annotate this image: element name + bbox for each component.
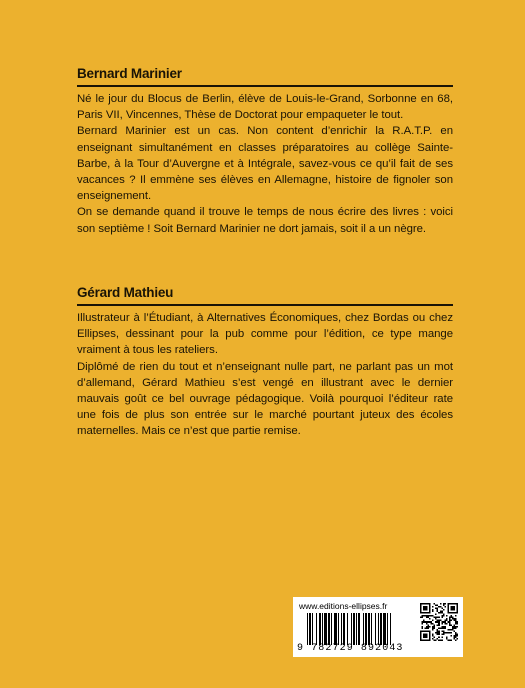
qr-module [447,639,449,641]
qr-module [440,620,442,622]
qr-module [431,615,433,617]
qr-module [446,620,448,622]
qr-module [432,606,434,608]
qr-module [422,627,424,629]
barcode-bar [353,613,355,645]
bio-paragraph: On se demande quand il trouve le temps de nous écrire des livres : voici son septième ! Soit Bernard Marinier ne dort jamais, soit il a un nègre. [77,206,453,235]
qr-module [438,627,440,629]
qr-module [455,633,457,635]
isbn-number: 9 782729 892043 [297,643,404,654]
qr-module [446,636,448,638]
barcode-bar [358,613,360,645]
bio-paragraph: Bernard Marinier est un cas. Non content d’enrichir la R.A.T.P. en enseignant simultanément en classes préparatoires au collège Sainte-Barbe, à la Tour d’Auvergne et à Intégrale, savez-vous ce qu’il fait de ses vacances ? Il emmène ses élèves en Allemagne, histoire de fignoler son enseignement. [77,125,453,203]
qr-module [441,611,443,613]
barcode-bar [312,613,313,645]
qr-module [438,636,440,638]
qr-module [443,632,445,634]
qr-module [446,638,448,640]
qr-module [429,618,431,620]
qr-module [432,627,434,629]
qr-module [438,630,440,632]
qr-module [435,639,437,641]
qr-module [437,624,439,626]
qr-module [437,605,439,607]
qr-module [455,636,457,638]
qr-module [426,623,428,625]
barcode-bar [356,613,357,645]
qr-module [455,626,457,628]
bio-heading: Gérard Mathieu [77,285,174,300]
qr-module [426,627,428,629]
barcode-bar [380,613,382,645]
qr-module [453,618,455,620]
qr-module [423,633,428,638]
bio-paragraph: Illustrateur à l’Étudiant, à Alternatives Économiques, chez Bordas ou chez Ellipses, dessinant pour la pub comme pour l’édition, ce type mange vraiment à tous les rateliers. [77,312,453,357]
qr-module [437,630,439,632]
qr-module [435,632,437,634]
qr-module [452,617,454,619]
qr-module [435,621,437,623]
qr-module [444,621,446,623]
qr-module [422,621,424,623]
barcode-bar [307,613,308,645]
barcode-bar [324,613,327,645]
qr-module [423,606,428,611]
qr-module [435,608,437,610]
qr-module [426,621,428,623]
qr-module [444,603,446,605]
barcode-bar [343,613,345,645]
barcode-bar [371,613,372,645]
qr-module [450,635,452,637]
qr-module [441,617,443,619]
qr-module [432,633,434,635]
qr-module [438,617,440,619]
qr-module [438,624,440,626]
qr-module [446,615,448,617]
qr-module [437,611,439,613]
qr-module [441,615,443,617]
qr-module [449,623,451,625]
qr-module [432,620,434,622]
qr-module [425,615,427,617]
qr-module [450,606,455,611]
qr-module [432,615,434,617]
qr-module [455,635,457,637]
barcode-bar [328,613,330,645]
barcode-bar [387,613,388,645]
qr-module [455,621,457,623]
qr-code-icon [420,603,458,641]
qr-module [444,632,446,634]
qr-module [444,626,446,628]
qr-module [425,627,427,629]
qr-module [455,627,457,629]
qr-module [441,626,443,628]
qr-module [426,615,428,617]
qr-module [432,629,434,631]
qr-module [449,632,451,634]
qr-module [423,621,425,623]
qr-module [441,621,443,623]
qr-module [447,629,449,631]
qr-module [452,626,454,628]
qr-module [441,623,443,625]
barcode-bar [347,613,348,645]
qr-module [441,612,443,614]
qr-module [450,624,452,626]
qr-module [449,620,451,622]
qr-module [453,630,455,632]
qr-module [437,608,439,610]
qr-module [452,629,454,631]
qr-module [428,615,430,617]
qr-module [450,632,452,634]
qr-module [437,617,439,619]
qr-module [434,603,436,605]
barcode-bar [334,613,337,645]
qr-module [438,621,440,623]
qr-module [449,624,451,626]
qr-module [443,630,445,632]
qr-module [444,606,446,608]
qr-module [456,621,458,623]
qr-module [438,632,440,634]
qr-module [432,623,434,625]
qr-module [426,617,428,619]
qr-module [453,636,455,638]
qr-module [441,627,443,629]
qr-module [423,620,425,622]
qr-module [443,633,445,635]
qr-module [441,633,443,635]
bio-paragraph: Né le jour du Blocus de Berlin, élève de Louis-le-Grand, Sorbonne en 68, Paris VII, Vincennes, Thèse de Doctorat pour empaqueter le tout. [77,93,453,122]
qr-module [446,618,448,620]
qr-module [446,632,448,634]
qr-module [443,615,445,617]
barcode-bar [363,613,364,645]
qr-module [435,614,437,616]
qr-module [455,615,457,617]
qr-module [443,627,445,629]
qr-module [449,618,451,620]
qr-module [455,639,457,641]
barcode-bars [307,613,420,645]
qr-module [438,612,440,614]
qr-module [437,620,439,622]
qr-module [450,615,452,617]
qr-module [432,611,434,613]
qr-module [434,639,436,641]
qr-module [437,633,439,635]
qr-module [444,627,446,629]
qr-module [456,626,458,628]
qr-module [432,609,434,611]
qr-module [455,618,457,620]
qr-module [449,621,451,623]
barcode-bar [375,613,376,645]
qr-module [447,632,449,634]
qr-module [456,633,458,635]
heading-rule [77,85,453,87]
qr-module [440,611,442,613]
qr-module [449,629,451,631]
bio-heading: Bernard Marinier [77,66,182,81]
barcode-bar [322,613,323,645]
qr-module [456,638,458,640]
qr-module [437,638,439,640]
qr-module [456,623,458,625]
barcode-box [293,597,463,657]
qr-module [453,626,455,628]
qr-module [422,617,424,619]
barcode-bar [368,613,370,645]
qr-module [438,633,440,635]
qr-module [440,603,442,605]
qr-module [443,605,445,607]
qr-module [437,621,439,623]
qr-module [443,614,445,616]
qr-module [435,617,437,619]
qr-module [456,635,458,637]
qr-module [435,605,437,607]
qr-module [453,638,455,640]
qr-module [453,624,455,626]
qr-module [443,626,445,628]
qr-module [422,615,424,617]
qr-module [444,623,446,625]
qr-module [438,606,440,608]
bio-gerard-mathieu [77,285,453,440]
qr-module [437,609,439,611]
qr-module [441,636,443,638]
barcode-bar [316,613,317,645]
qr-module [422,623,424,625]
qr-module [437,632,439,634]
qr-module [450,639,452,641]
qr-module [453,635,455,637]
barcode-bar [341,613,342,645]
qr-module [431,621,433,623]
qr-module [435,618,437,620]
qr-module [450,617,452,619]
qr-module [452,618,454,620]
qr-module [428,627,430,629]
qr-module [444,620,446,622]
barcode-bar [309,613,311,645]
qr-module [438,639,440,641]
qr-module [434,636,436,638]
qr-module [440,627,442,629]
qr-module [438,620,440,622]
qr-module [434,624,436,626]
qr-module [420,617,422,619]
qr-module [426,626,428,628]
qr-module [440,606,442,608]
qr-module [434,627,436,629]
qr-module [432,635,434,637]
qr-module [428,621,430,623]
qr-module [441,630,443,632]
qr-module [429,626,431,628]
barcode-bar [319,613,321,645]
qr-module [441,608,443,610]
qr-module [447,621,449,623]
qr-module [443,603,445,605]
barcode-bar [331,613,332,645]
qr-module [429,621,431,623]
qr-module [441,639,443,641]
qr-module [455,620,457,622]
barcode-bar [378,613,379,645]
qr-module [428,626,430,628]
bio-paragraph: Diplômé de rien du tout et n’enseignant nulle part, ne parlant pas un mot d’allemand, Gérard Mathieu s’est vengé en illustrant avec le dernier mauvais goût ce bel ouvrage pédagogique. Voilà pourquoi l’éditeur rate une fois de plus son entrée sur le marché pourtant juteux des écoles maternelles. Mais ce n’est que partie remise. [77,360,453,438]
barcode-bar [351,613,352,645]
qr-module [449,617,451,619]
qr-module [446,623,448,625]
qr-module [429,615,431,617]
qr-module [434,626,436,628]
qr-module [443,609,445,611]
qr-module [455,623,457,625]
publisher-url: www.editions-ellipses.fr [299,601,388,611]
qr-module [438,623,440,625]
qr-module [440,639,442,641]
qr-module [423,615,425,617]
qr-module [428,624,430,626]
qr-module [455,632,457,634]
barcode-bar [365,613,367,645]
qr-module [422,626,424,628]
qr-module [443,621,445,623]
qr-module [431,623,433,625]
barcode-bar [383,613,386,645]
qr-module [425,621,427,623]
qr-module [449,639,451,641]
bio-bernard-marinier [77,66,453,237]
qr-module [450,629,452,631]
qr-module [450,620,452,622]
qr-module [453,627,455,629]
qr-module [432,638,434,640]
qr-module [440,612,442,614]
qr-module [428,617,430,619]
heading-rule [77,304,453,306]
qr-module [437,629,439,631]
barcode-bar [338,613,339,645]
barcode-bar [390,613,391,645]
qr-module [434,617,436,619]
qr-module [453,620,455,622]
qr-module [452,627,454,629]
qr-module [432,626,434,628]
